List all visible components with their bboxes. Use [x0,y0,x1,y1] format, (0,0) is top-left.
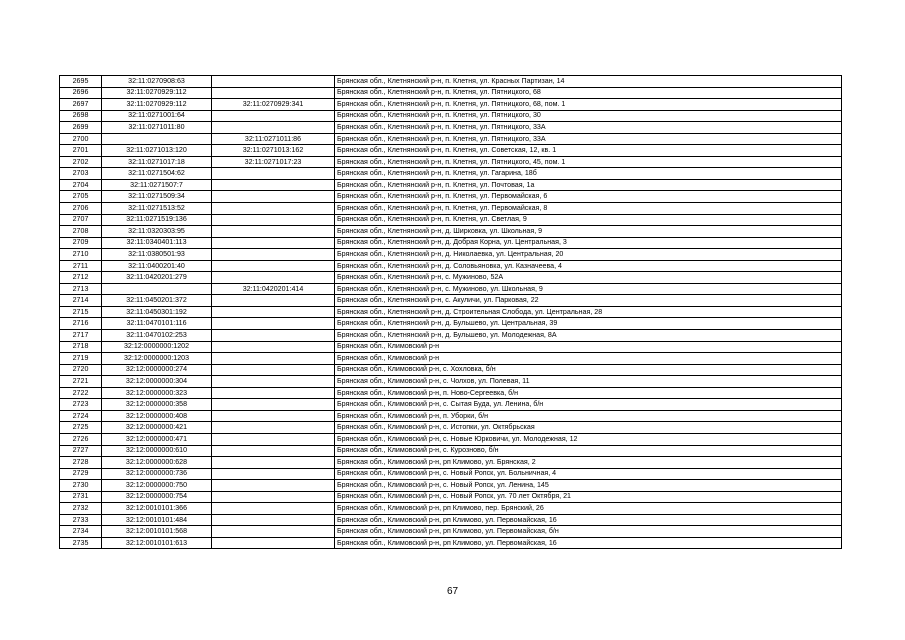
table-row [60,318,842,330]
table-row [60,514,842,526]
page-number: 67 [446,586,459,597]
address-cell: Брянская обл., Климовский р-н, с. Новый Ропск, ул. 70 лет Октября, 21 [335,491,842,503]
premises-cadastral-number-cell [212,203,335,215]
cadastral-number-cell: 32:11:0380501:93 [102,249,212,261]
table-row [60,410,842,422]
premises-cadastral-number-cell [212,260,335,272]
address-cell: Брянская обл., Климовский р-н [335,341,842,353]
cadastral-number-cell: 32:12:0010101:613 [102,537,212,549]
cadastral-number-cell: 32:11:0450301:192 [102,306,212,318]
row-number-cell: 2708 [60,226,102,238]
premises-cadastral-number-cell [212,249,335,261]
row-number-cell: 2698 [60,110,102,122]
row-number-cell: 2726 [60,433,102,445]
address-cell: Брянская обл., Клетнянский р-н, д. Строительная Слобода, ул. Центральная, 28 [335,306,842,318]
row-number-cell: 2715 [60,306,102,318]
table-row [60,468,842,480]
address-cell: Брянская обл., Клетнянский р-н, д. Николаевка, ул. Центральная, 20 [335,249,842,261]
premises-cadastral-number-cell [212,526,335,538]
premises-cadastral-number-cell: 32:11:0420201:414 [212,283,335,295]
address-cell: Брянская обл., Клетнянский р-н, с. Мужиново, ул. Школьная, 9 [335,283,842,295]
cadastral-number-cell: 32:12:0000000:1202 [102,341,212,353]
row-number-cell: 2720 [60,364,102,376]
premises-cadastral-number-cell [212,387,335,399]
table-row [60,399,842,411]
table-row [60,133,842,145]
table-row [60,433,842,445]
premises-cadastral-number-cell [212,480,335,492]
address-cell: Брянская обл., Климовский р-н, рп Климово, ул. Первомайская, б/н [335,526,842,538]
table-row [60,168,842,180]
premises-cadastral-number-cell [212,537,335,549]
row-number-cell: 2732 [60,503,102,515]
cadastral-number-cell: 32:12:0000000:610 [102,445,212,457]
table-row [60,272,842,284]
premises-cadastral-number-cell [212,179,335,191]
cadastral-number-cell: 32:12:0000000:408 [102,410,212,422]
address-cell: Брянская обл., Климовский р-н [335,353,842,365]
row-number-cell: 2704 [60,179,102,191]
row-number-cell: 2705 [60,191,102,203]
row-number-cell: 2724 [60,410,102,422]
row-number-cell: 2714 [60,295,102,307]
premises-cadastral-number-cell [212,341,335,353]
table-row [60,480,842,492]
premises-cadastral-number-cell: 32:11:0271013:162 [212,145,335,157]
row-number-cell: 2733 [60,514,102,526]
address-cell: Брянская обл., Климовский р-н, п. Уборки, б/н [335,410,842,422]
address-cell: Брянская обл., Клетнянский р-н, п. Клетня, ул. Пятницкого, 68, пом. 1 [335,99,842,111]
row-number-cell: 2729 [60,468,102,480]
table-row [60,283,842,295]
premises-cadastral-number-cell [212,491,335,503]
cadastral-number-cell: 32:12:0000000:274 [102,364,212,376]
premises-cadastral-number-cell [212,468,335,480]
row-number-cell: 2702 [60,156,102,168]
cadastral-number-cell: 32:12:0000000:736 [102,468,212,480]
address-cell: Брянская обл., Клетнянский р-н, п. Клетня, ул. Пятницкого, 30 [335,110,842,122]
premises-cadastral-number-cell [212,433,335,445]
row-number-cell: 2717 [60,330,102,342]
premises-cadastral-number-cell [212,318,335,330]
premises-cadastral-number-cell [212,306,335,318]
premises-cadastral-number-cell [212,110,335,122]
premises-cadastral-number-cell [212,226,335,238]
address-cell: Брянская обл., Клетнянский р-н, п. Клетня, ул. Почтовая, 1а [335,179,842,191]
address-cell: Брянская обл., Климовский р-н, рп Климово, ул. Первомайская, 16 [335,537,842,549]
premises-cadastral-number-cell [212,410,335,422]
premises-cadastral-number-cell [212,168,335,180]
table-row [60,214,842,226]
row-number-cell: 2718 [60,341,102,353]
address-cell: Брянская обл., Клетнянский р-н, с. Мужиново, 52А [335,272,842,284]
row-number-cell: 2699 [60,122,102,134]
cadastral-number-cell: 32:11:0271017:18 [102,156,212,168]
premises-cadastral-number-cell [212,272,335,284]
row-number-cell: 2723 [60,399,102,411]
address-cell: Брянская обл., Климовский р-н, с. Сытая Буда, ул. Ленина, б/н [335,399,842,411]
row-number-cell: 2722 [60,387,102,399]
premises-cadastral-number-cell [212,295,335,307]
cadastral-number-cell [102,133,212,145]
row-number-cell: 2703 [60,168,102,180]
cadastral-number-cell: 32:11:0270908:63 [102,76,212,88]
table-row [60,537,842,549]
cadastral-number-cell: 32:11:0271011:80 [102,122,212,134]
table-row [60,306,842,318]
registry-table-body [60,76,842,549]
row-number-cell: 2721 [60,376,102,388]
row-number-cell: 2696 [60,87,102,99]
premises-cadastral-number-cell: 32:11:0271011:86 [212,133,335,145]
address-cell: Брянская обл., Клетнянский р-н, п. Клетня, ул. Светлая, 9 [335,214,842,226]
premises-cadastral-number-cell [212,457,335,469]
row-number-cell: 2731 [60,491,102,503]
row-number-cell: 2711 [60,260,102,272]
cadastral-number-cell: 32:12:0000000:304 [102,376,212,388]
cadastral-number-cell: 32:11:0271507:7 [102,179,212,191]
table-row [60,99,842,111]
table-row [60,457,842,469]
premises-cadastral-number-cell [212,422,335,434]
cadastral-number-cell: 32:11:0271001:64 [102,110,212,122]
cadastral-number-cell: 32:11:0270929:112 [102,99,212,111]
cadastral-number-cell: 32:12:0000000:471 [102,433,212,445]
address-cell: Брянская обл., Климовский р-н, рп Климово, ул. Брянская, 2 [335,457,842,469]
address-cell: Брянская обл., Клетнянский р-н, п. Клетня, ул. Пятницкого, 45, пом. 1 [335,156,842,168]
cadastral-number-cell: 32:12:0010101:366 [102,503,212,515]
table-row [60,353,842,365]
address-cell: Брянская обл., Клетнянский р-н, п. Клетня, ул. Пятницкого, 33А [335,122,842,134]
address-cell: Брянская обл., Клетнянский р-н, п. Клетня, ул. Красных Партизан, 14 [335,76,842,88]
cadastral-number-cell: 32:11:0271509:34 [102,191,212,203]
address-cell: Брянская обл., Клетнянский р-н, д. Ширковка, ул. Школьная, 9 [335,226,842,238]
table-row [60,387,842,399]
row-number-cell: 2710 [60,249,102,261]
premises-cadastral-number-cell [212,503,335,515]
premises-cadastral-number-cell: 32:11:0270929:341 [212,99,335,111]
premises-cadastral-number-cell [212,330,335,342]
premises-cadastral-number-cell [212,399,335,411]
cadastral-number-cell: 32:12:0000000:323 [102,387,212,399]
address-cell: Брянская обл., Клетнянский р-н, п. Клетня, ул. Первомайская, 8 [335,203,842,215]
premises-cadastral-number-cell [212,514,335,526]
address-cell: Брянская обл., Клетнянский р-н, п. Клетня, ул. Гагарина, 18б [335,168,842,180]
address-cell: Брянская обл., Клетнянский р-н, п. Клетня, ул. Первомайская, 6 [335,191,842,203]
table-row [60,330,842,342]
cadastral-number-cell: 32:12:0000000:750 [102,480,212,492]
table-row [60,237,842,249]
cadastral-number-cell [102,283,212,295]
row-number-cell: 2712 [60,272,102,284]
address-cell: Брянская обл., Климовский р-н, с. Хохловка, б/н [335,364,842,376]
row-number-cell: 2697 [60,99,102,111]
address-cell: Брянская обл., Клетнянский р-н, п. Клетня, ул. Пятницкого, 68 [335,87,842,99]
cadastral-number-cell: 32:12:0010101:568 [102,526,212,538]
table-row [60,341,842,353]
premises-cadastral-number-cell [212,376,335,388]
table-row [60,376,842,388]
address-cell: Брянская обл., Клетнянский р-н, с. Акуличи, ул. Парковая, 22 [335,295,842,307]
table-row [60,364,842,376]
table-row [60,491,842,503]
row-number-cell: 2700 [60,133,102,145]
cadastral-number-cell: 32:11:0420201:279 [102,272,212,284]
cadastral-number-cell: 32:12:0000000:1203 [102,353,212,365]
row-number-cell: 2730 [60,480,102,492]
premises-cadastral-number-cell [212,87,335,99]
row-number-cell: 2735 [60,537,102,549]
cadastral-number-cell: 32:11:0340401:113 [102,237,212,249]
row-number-cell: 2727 [60,445,102,457]
cadastral-number-cell: 32:11:0271519:136 [102,214,212,226]
table-row [60,249,842,261]
row-number-cell: 2707 [60,214,102,226]
premises-cadastral-number-cell [212,364,335,376]
table-row [60,203,842,215]
table-row [60,179,842,191]
table-row [60,260,842,272]
table-row [60,156,842,168]
table-row [60,295,842,307]
table-row [60,226,842,238]
row-number-cell: 2725 [60,422,102,434]
premises-cadastral-number-cell [212,353,335,365]
address-cell: Брянская обл., Клетнянский р-н, д. Соловьяновка, ул. Казначеева, 4 [335,260,842,272]
row-number-cell: 2701 [60,145,102,157]
premises-cadastral-number-cell [212,122,335,134]
cadastral-number-cell: 32:11:0271513:52 [102,203,212,215]
premises-cadastral-number-cell [212,76,335,88]
row-number-cell: 2706 [60,203,102,215]
address-cell: Брянская обл., Климовский р-н, с. Истопки, ул. Октябрьская [335,422,842,434]
table-row [60,110,842,122]
table-row [60,526,842,538]
address-cell: Брянская обл., Климовский р-н, рп Климово, пер. Брянский, 26 [335,503,842,515]
cadastral-number-cell: 32:11:0470101:116 [102,318,212,330]
address-cell: Брянская обл., Климовский р-н, с. Курозново, б/н [335,445,842,457]
premises-cadastral-number-cell [212,237,335,249]
row-number-cell: 2716 [60,318,102,330]
table-row [60,145,842,157]
address-cell: Брянская обл., Климовский р-н, рп Климово, ул. Первомайская, 16 [335,514,842,526]
table-row [60,503,842,515]
cadastral-number-cell: 32:11:0271504:62 [102,168,212,180]
cadastral-number-cell: 32:11:0470102:253 [102,330,212,342]
address-cell: Брянская обл., Клетнянский р-н, д. Бульшево, ул. Молодежная, 8А [335,330,842,342]
registry-table [59,75,842,549]
premises-cadastral-number-cell: 32:11:0271017:23 [212,156,335,168]
row-number-cell: 2695 [60,76,102,88]
address-cell: Брянская обл., Клетнянский р-н, д. Добрая Корна, ул. Центральная, 3 [335,237,842,249]
address-cell: Брянская обл., Клетнянский р-н, д. Бульшево, ул. Центральная, 39 [335,318,842,330]
address-cell: Брянская обл., Климовский р-н, п. Ново-Сергеевка, б/н [335,387,842,399]
cadastral-number-cell: 32:11:0400201:40 [102,260,212,272]
row-number-cell: 2734 [60,526,102,538]
premises-cadastral-number-cell [212,445,335,457]
row-number-cell: 2709 [60,237,102,249]
cadastral-number-cell: 32:11:0450201:372 [102,295,212,307]
address-cell: Брянская обл., Климовский р-н, с. Новый Ропск, ул. Больничная, 4 [335,468,842,480]
table-row [60,422,842,434]
address-cell: Брянская обл., Климовский р-н, с. Чолхов, ул. Полевая, 11 [335,376,842,388]
cadastral-number-cell: 32:11:0271013:120 [102,145,212,157]
cadastral-number-cell: 32:12:0010101:484 [102,514,212,526]
cadastral-number-cell: 32:12:0000000:421 [102,422,212,434]
address-cell: Брянская обл., Клетнянский р-н, п. Клетня, ул. Советская, 12, кв. 1 [335,145,842,157]
address-cell: Брянская обл., Климовский р-н, с. Новый Ропск, ул. Ленина, 145 [335,480,842,492]
cadastral-number-cell: 32:11:0270929:112 [102,87,212,99]
cadastral-number-cell: 32:12:0000000:358 [102,399,212,411]
row-number-cell: 2728 [60,457,102,469]
table-row [60,87,842,99]
cadastral-number-cell: 32:11:0320303:95 [102,226,212,238]
address-cell: Брянская обл., Клетнянский р-н, п. Клетня, ул. Пятницкого, 33А [335,133,842,145]
cadastral-number-cell: 32:12:0000000:628 [102,457,212,469]
premises-cadastral-number-cell [212,214,335,226]
address-cell: Брянская обл., Климовский р-н, с. Новые Юрковичи, ул. Молодежная, 12 [335,433,842,445]
table-row [60,122,842,134]
table-row [60,76,842,88]
premises-cadastral-number-cell [212,191,335,203]
row-number-cell: 2713 [60,283,102,295]
table-row [60,191,842,203]
cadastral-number-cell: 32:12:0000000:754 [102,491,212,503]
table-row [60,445,842,457]
row-number-cell: 2719 [60,353,102,365]
